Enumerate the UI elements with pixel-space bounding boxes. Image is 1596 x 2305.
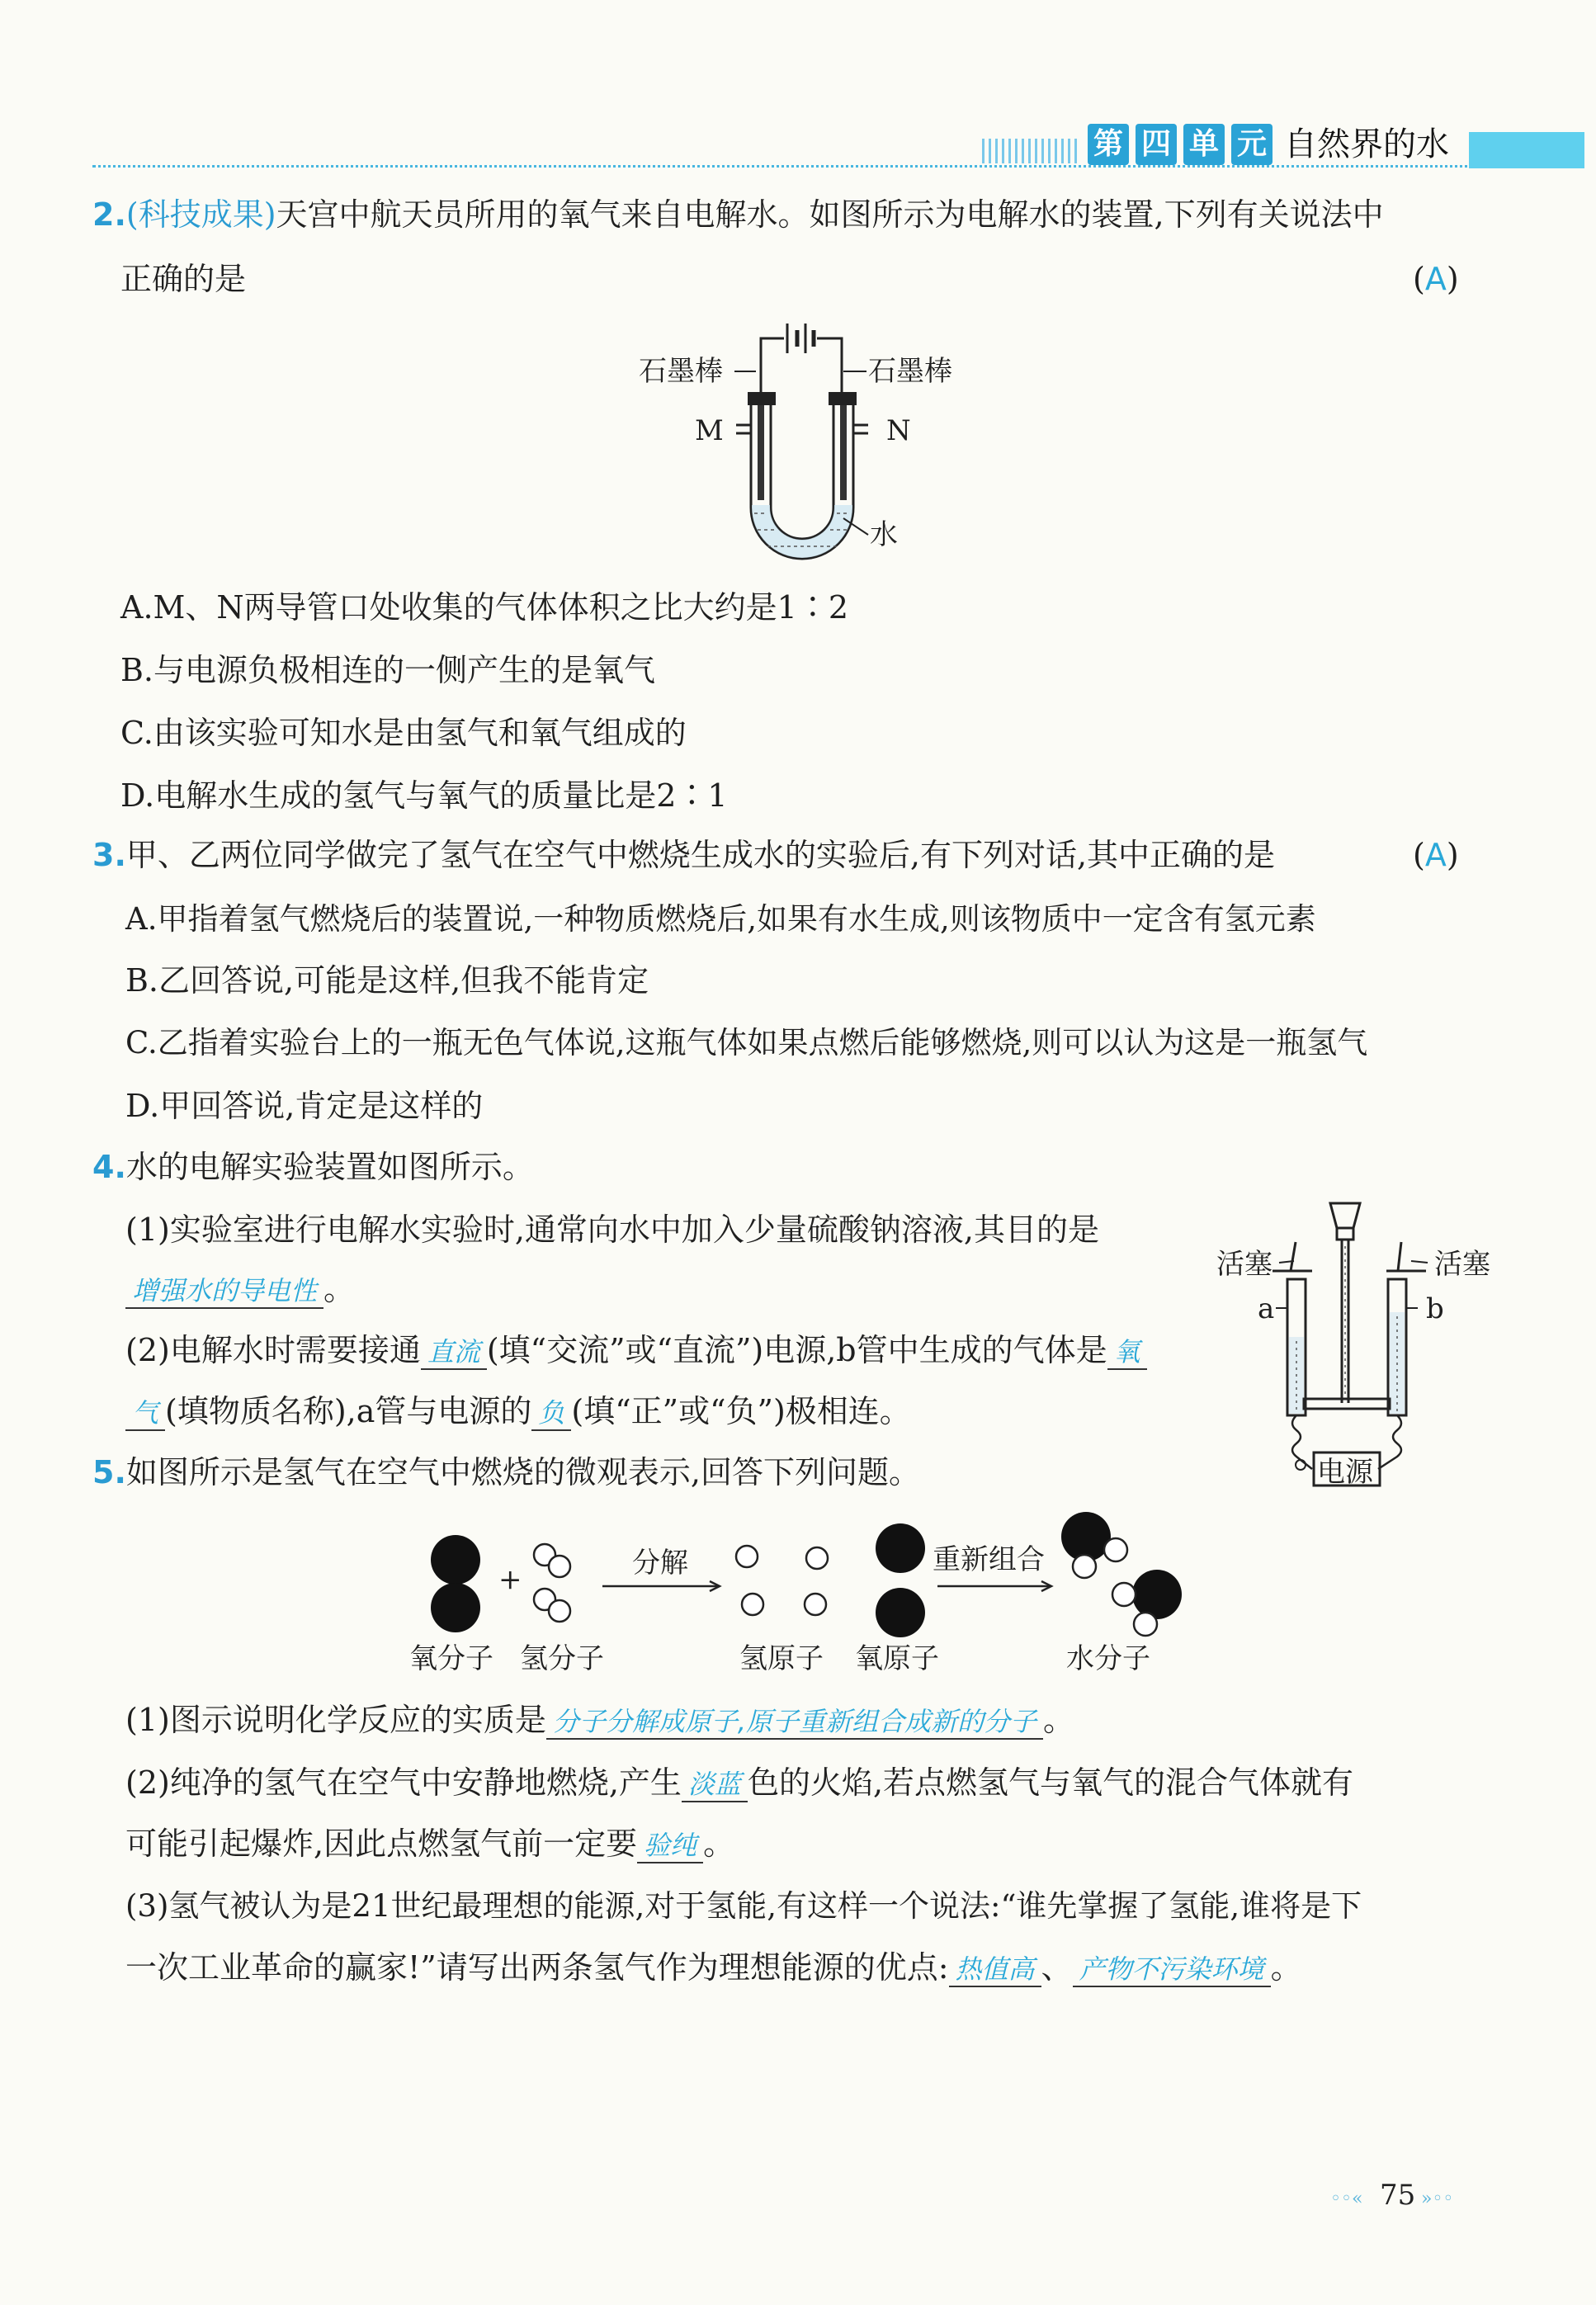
q5-part3-b: 一次工业革命的赢家!”请写出两条氢气作为理想能源的优点:: [125, 1949, 949, 1986]
q4-label-right-valve: 活塞: [1434, 1248, 1490, 1281]
header-divider: [92, 165, 1479, 168]
q3-stem: [92, 835, 1275, 875]
q5-part2-end: 。: [703, 1826, 735, 1862]
q4-part2-c: (填物质名称),a管与电源的: [165, 1393, 532, 1429]
q2-answer: A: [1424, 261, 1447, 297]
q4-part1-end: 。: [323, 1271, 356, 1307]
q3-option-d: D.甲回答说,肯定是这样的: [125, 1088, 484, 1124]
q4-stem-text: 水的电解实验装置如图所示。: [125, 1149, 534, 1185]
q5-label-o2: 氧分子: [409, 1642, 493, 1675]
q4-part1-answer-line: [125, 1269, 355, 1309]
unit-title: 自然界的水: [1284, 125, 1449, 163]
q2-label-left-rod: 石墨棒: [639, 355, 723, 388]
q5-part1: [125, 1700, 1074, 1740]
q4-stem: [92, 1147, 534, 1187]
q5-part2-line2: [125, 1824, 734, 1863]
q5-part2-c: 可能引起爆炸,因此点燃氢气前一定要: [125, 1826, 638, 1862]
q3-answer: A: [1424, 837, 1447, 873]
q5-stem-text: 如图所示是氢气在空气中燃烧的微观表示,回答下列问题。: [125, 1454, 920, 1490]
q5-part2-line1: [125, 1763, 1353, 1802]
q4-label-a: a: [1258, 1292, 1275, 1325]
q3-option-b: B.乙回答说,可能是这样,但我不能肯定: [125, 962, 649, 999]
q5-part3-line2: [125, 1948, 1302, 1987]
q4-part1: (1)实验室进行电解水实验时,通常向水中加入少量硫酸钠溶液,其目的是: [125, 1212, 1099, 1248]
q4-part2-answer3: 负: [531, 1396, 571, 1431]
q4-part2-line2: [125, 1391, 911, 1431]
q2-option-c: C.由该实验可知水是由氢气和氧气组成的: [120, 715, 687, 751]
unit-char-3: 单: [1183, 124, 1225, 165]
page-number: 75: [1380, 2179, 1416, 2212]
q2-label-m: M: [695, 414, 724, 447]
q2-label-water: 水: [870, 518, 898, 551]
q3-option-c: C.乙指着实验台上的一瓶无色气体说,这瓶气体如果点燃后能够燃烧,则可以认为这是一瓶氢气: [125, 1025, 1368, 1060]
q5-part3-sep: 、: [1041, 1949, 1073, 1986]
q5-label-water: 水分子: [1066, 1642, 1150, 1675]
header-decoration: [982, 139, 1081, 163]
q5-label-plus: +: [498, 1563, 522, 1596]
unit-char-2: 四: [1136, 124, 1177, 165]
q5-part3-end: 。: [1270, 1949, 1302, 1986]
q4-label-b: b: [1426, 1292, 1444, 1325]
q4-part2-b: (填“交流”或“直流”)电源,b管中生成的气体是: [486, 1332, 1107, 1368]
q4-label-left-valve: 活塞: [1216, 1248, 1273, 1281]
page-deco-right: »◦◦: [1421, 2189, 1454, 2209]
q2-number: 2.: [92, 196, 126, 233]
q2-stem-line2: 正确的是: [120, 261, 247, 297]
q4-label-power: 电源: [1317, 1456, 1373, 1489]
q5-part1-end: 。: [1043, 1702, 1075, 1738]
q2-label-right-rod: 石墨棒: [868, 355, 952, 388]
q5-part2-b: 色的火焰,若点燃氢气与氧气的混合气体就有: [747, 1764, 1354, 1801]
q5-part3-answer2: 产物不污染环境: [1073, 1953, 1271, 1987]
q2-answer-paren: (A): [1413, 261, 1459, 297]
q2-u-tube-diagram: [627, 314, 974, 561]
q5-part3-line1: (3)氢气被认为是21世纪最理想的能源,对于氢能,有这样一个说法:“谁先掌握了氢能,谁将是下: [125, 1888, 1362, 1924]
oxygen-atom-icon: [431, 1535, 480, 1585]
q5-part1-answer: 分子分解成原子,原子重新组合成新的分子: [546, 1705, 1043, 1740]
q2-label-n: N: [886, 414, 911, 447]
q5-part2-answer1: 淡蓝: [682, 1768, 748, 1802]
q5-label-step1: 分解: [632, 1547, 688, 1580]
q2-option-d: D.电解水生成的氢气与氧气的质量比是2∶1: [120, 777, 728, 814]
q5-label-h2: 氢分子: [520, 1642, 604, 1675]
q3-stem-text: 甲、乙两位同学做完了氢气在空气中燃烧生成水的实验后,有下列对话,其中正确的是: [125, 837, 1276, 873]
q3-number: 3.: [92, 837, 126, 873]
q4-part2-a: (2)电解水时需要接通: [125, 1332, 421, 1368]
q3-option-a: A.甲指着氢气燃烧后的装置说,一种物质燃烧后,如果有水生成,则该物质中一定含有氢元素: [125, 901, 1316, 937]
q4-hofmann-diagram: [1254, 1197, 1502, 1494]
unit-char-1: 第: [1088, 124, 1129, 165]
unit-char-4: 元: [1231, 124, 1273, 165]
q5-label-o-atom: 氧原子: [855, 1642, 939, 1675]
q4-part2-answer1: 直流: [421, 1335, 487, 1370]
q2-stem: 天宫中航天员所用的氧气来自电解水。如图所示为电解水的装置,下列有关说法中: [276, 196, 1384, 233]
oxygen-atom-icon: [431, 1583, 480, 1632]
q5-number: 5.: [92, 1454, 126, 1490]
q5-label-step2: 重新组合: [933, 1543, 1045, 1576]
q4-part2-answer2a: 氧: [1107, 1335, 1147, 1370]
q5-part2-a: (2)纯净的氢气在空气中安静地燃烧,产生: [125, 1764, 682, 1801]
q2-tag: (科技成果): [125, 196, 276, 233]
q4-number: 4.: [92, 1149, 126, 1185]
q2-option-b: B.与电源负极相连的一侧产生的是氧气: [120, 652, 656, 688]
q2-option-a: A.M、N两导管口处收集的气体体积之比大约是1∶2: [120, 589, 849, 626]
q5-stem: [92, 1452, 920, 1492]
q5-part3-answer1: 热值高: [949, 1953, 1041, 1987]
q4-part2-d: (填“正”或“负”)极相连。: [571, 1393, 911, 1429]
q3-answer-paren: (A): [1413, 837, 1459, 873]
q4-part2-line1: [125, 1330, 1147, 1370]
q5-part1-text: (1)图示说明化学反应的实质是: [125, 1702, 546, 1738]
page-deco-left: ◦◦«: [1330, 2189, 1363, 2209]
q5-part2-answer2: 验纯: [637, 1829, 703, 1863]
q5-label-h-atom: 氢原子: [739, 1642, 824, 1675]
q2-stem-line1: [92, 195, 1384, 234]
q4-part2-answer2b: 气: [125, 1396, 165, 1431]
q4-part1-answer: 增强水的导电性: [125, 1274, 323, 1309]
header-bar: [1469, 132, 1584, 168]
